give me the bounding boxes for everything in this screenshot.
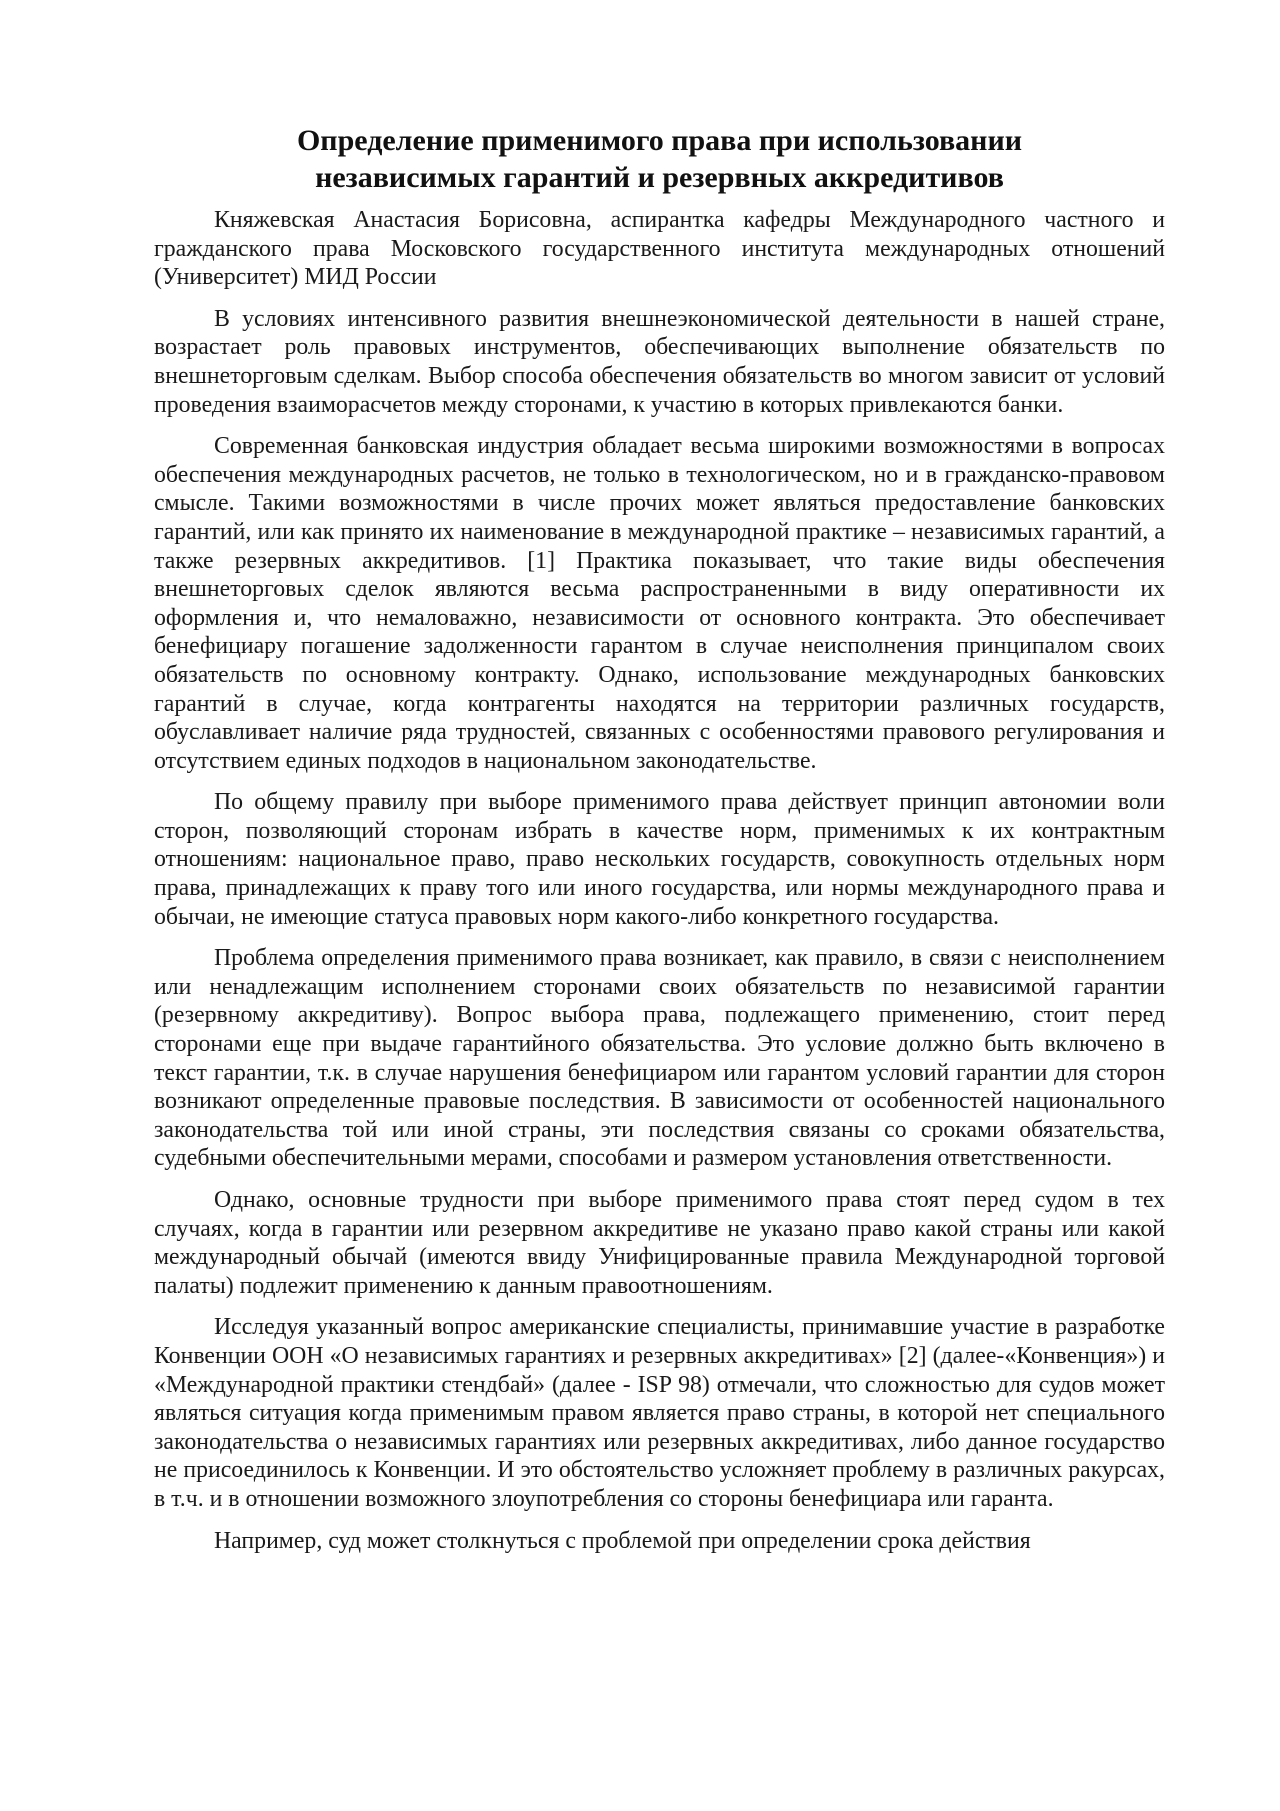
- paragraph-7: Например, суд может столкнуться с проблемой при определении срока действия: [214, 1527, 1031, 1554]
- document-title: [154, 122, 1165, 196]
- title-line-2: независимых гарантий и резервных аккредитивов: [315, 161, 1004, 194]
- document-body: [154, 122, 1165, 1555]
- title-line-1: Определение применимого права при использовании: [296, 124, 1023, 157]
- paragraph-5: Однако, основные трудности при выборе применимого права стоят перед судом в тех случаях, когда в гарантии или резервном аккредитиве не указано право какой страны или какой международный обычай (имеются ввиду Унифицированные правила Международной торговой палаты) подлежит применению к данным правоотношениям.: [154, 1187, 1165, 1299]
- paragraph-6: Исследуя указанный вопрос американские специалисты, принимавшие участие в разработке Конвенции ООН «О независимых гарантиях и резервных аккредитивах» [2] (далее-«Конвенция») и «Международной практики стендбай» (далее - ISP 98) отмечали, что сложностью для судов может являться ситуация когда применимым правом является право страны, в которой нет специального законодательства о независимых гарантиях или резервных аккредитивах, либо данное государство не присоединилось к Конвенции. И это обстоятельство усложняет проблему в различных ракурсах, в т.ч. и в отношении возможного злоупотребления со стороны бенефициара или гаранта.: [154, 1314, 1165, 1512]
- paragraph-4: Проблема определения применимого права возникает, как правило, в связи с неисполнением или ненадлежащим исполнением сторонами своих обязательств по независимой гарантии (резервному аккредитиву). Вопрос выбора права, подлежащего применению, стоит перед сторонами еще при выдаче гарантийного обязательства. Это условие должно быть включено в текст гарантии, т.к. в случае нарушения бенефициаром или гарантом условий гарантии для сторон возникают определенные правовые последствия. В зависимости от особенностей национального законодательства той или иной страны, эти последствия связаны со сроками обязательства, судебными обеспечительными мерами, способами и размером установления ответственности.: [154, 945, 1165, 1172]
- author-affiliation: Княжевская Анастасия Борисовна, аспирантка кафедры Международного частного и гражданского права Московского государственного института международных отношений (Университет) МИД России: [154, 207, 1165, 291]
- paragraph-2: Современная банковская индустрия обладает весьма широкими возможностями в вопросах обеспечения международных расчетов, не только в технологическом, но и в гражданско-правовом смысле. Такими возможностями в числе прочих может являться предоставление банковских гарантий, или как принято их наименование в международной практике – независимых гарантий, а также резервных аккредитивов. [1] Практика показывает, что такие виды обеспечения внешнеторговых сделок являются весьма распространенными в виду оперативности их оформления и, что немаловажно, независимости от основного контракта. Это обеспечивает бенефициару погашение задолженности гарантом в случае неисполнения принципалом своих обязательств по основному контракту. Однако, использование международных банковских гарантий в случае, когда контрагенты находятся на территории различных государств, обуславливает наличие ряда трудностей, связанных с особенностями правового регулирования и отсутствием единых подходов в национальном законодательстве.: [154, 433, 1165, 774]
- paragraph-1: В условиях интенсивного развития внешнеэкономической деятельности в нашей стране, возрастает роль правовых инструментов, обеспечивающих выполнение обязательств по внешнеторговым сделкам. Выбор способа обеспечения обязательств во многом зависит от условий проведения взаиморасчетов между сторонами, к участию в которых привлекаются банки.: [154, 305, 1165, 418]
- paragraph-3: По общему правилу при выборе применимого права действует принцип автономии воли сторон, позволяющий сторонам избрать в качестве норм, применимых к их контрактным отношениям: национальное право, право нескольких государств, совокупность отдельных норм права, принадлежащих к праву того или иного государства, или нормы международного права и обычаи, не имеющие статуса правовых норм какого-либо конкретного государства.: [154, 789, 1165, 930]
